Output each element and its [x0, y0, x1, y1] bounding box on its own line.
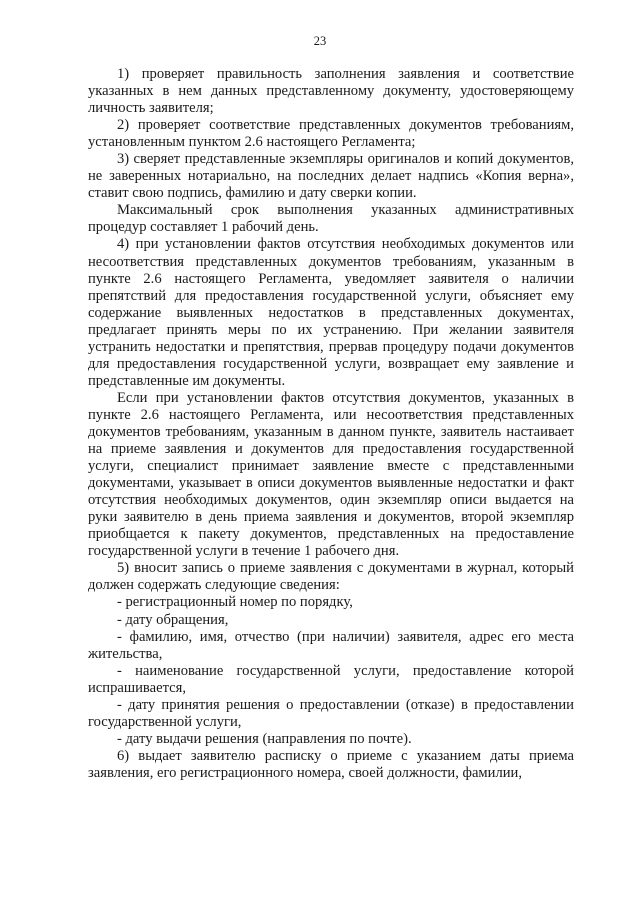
paragraph-applicant-insists: Если при установлении фактов отсутствия документов, указанных в пункте 2.6 настоящего Регламента, или несоответствия представленных документов требованиям, указанным в данном пункте, заявитель настаивает на приеме заявления и документов для предоставления государственной услуги, специалист принимает заявление вместе с представленными документами, указывает в описи документов выявленные недостатки и факт отсутствия необходимых документов, один экземпляр описи выдается на руки заявителю в день приема заявления и документов, второй экземпляр приобщается к пакету документов, представленных на предоставление государственной услуги в течение 1 рабочего дня.: [88, 389, 574, 560]
list-item: - дату обращения,: [117, 611, 229, 628]
page-number: 23: [313, 34, 327, 48]
paragraph-issue-receipt: 6) выдает заявителю расписку о приеме с указанием даты приема заявления, его регистрационного номера, своей должности, фамилии,: [88, 747, 574, 781]
paragraph-verify-copies: 3) сверяет представленные экземпляры оригиналов и копий документов, не заверенных нотариально, на последних делает надпись «Копия верна», ставит свою подпись, фамилию и дату сверки копии.: [88, 151, 574, 202]
paragraph-check-requirements: 2) проверяет соответствие представленных документов требованиям, установленным пунктом 2.6 настоящего Регламента;: [88, 117, 574, 151]
list-item: - дату выдачи решения (направления по почте).: [117, 730, 412, 747]
list-item: - дату принятия решения о предоставлении (отказе) в предоставлении государственной услуги,: [88, 696, 574, 730]
paragraph-check-application: 1) проверяет правильность заполнения заявления и соответствие указанных в нем данных представленному документу, удостоверяющему личность заявителя;: [88, 66, 574, 117]
list-item: - регистрационный номер по порядку,: [117, 594, 353, 611]
paragraph-missing-documents: 4) при установлении фактов отсутствия необходимых документов или несоответствия представленных документов требованиям, указанным в пункте 2.6 настоящего Регламента, уведомляет заявителя о наличии препятствий для предоставления государственной услуги, объясняет ему содержание выявленных недостатков в представленных документах, предлагает принять меры по их устранению. При желании заявителя устранить недостатки и препятствия, прервав процедуру подачи документов для предоставления государственной услуги, возвращает ему заявление и представленные им документы.: [88, 236, 574, 389]
document-body: [88, 66, 574, 782]
paragraph-max-duration: Максимальный срок выполнения указанных административных процедур составляет 1 рабочий день.: [88, 202, 574, 236]
paragraph-journal-entry: 5) вносит запись о приеме заявления с документами в журнал, который должен содержать следующие сведения:: [88, 560, 574, 594]
list-item: - наименование государственной услуги, предоставление которой испрашивается,: [88, 662, 574, 696]
list-item: - фамилию, имя, отчество (при наличии) заявителя, адрес его места жительства,: [88, 628, 574, 662]
